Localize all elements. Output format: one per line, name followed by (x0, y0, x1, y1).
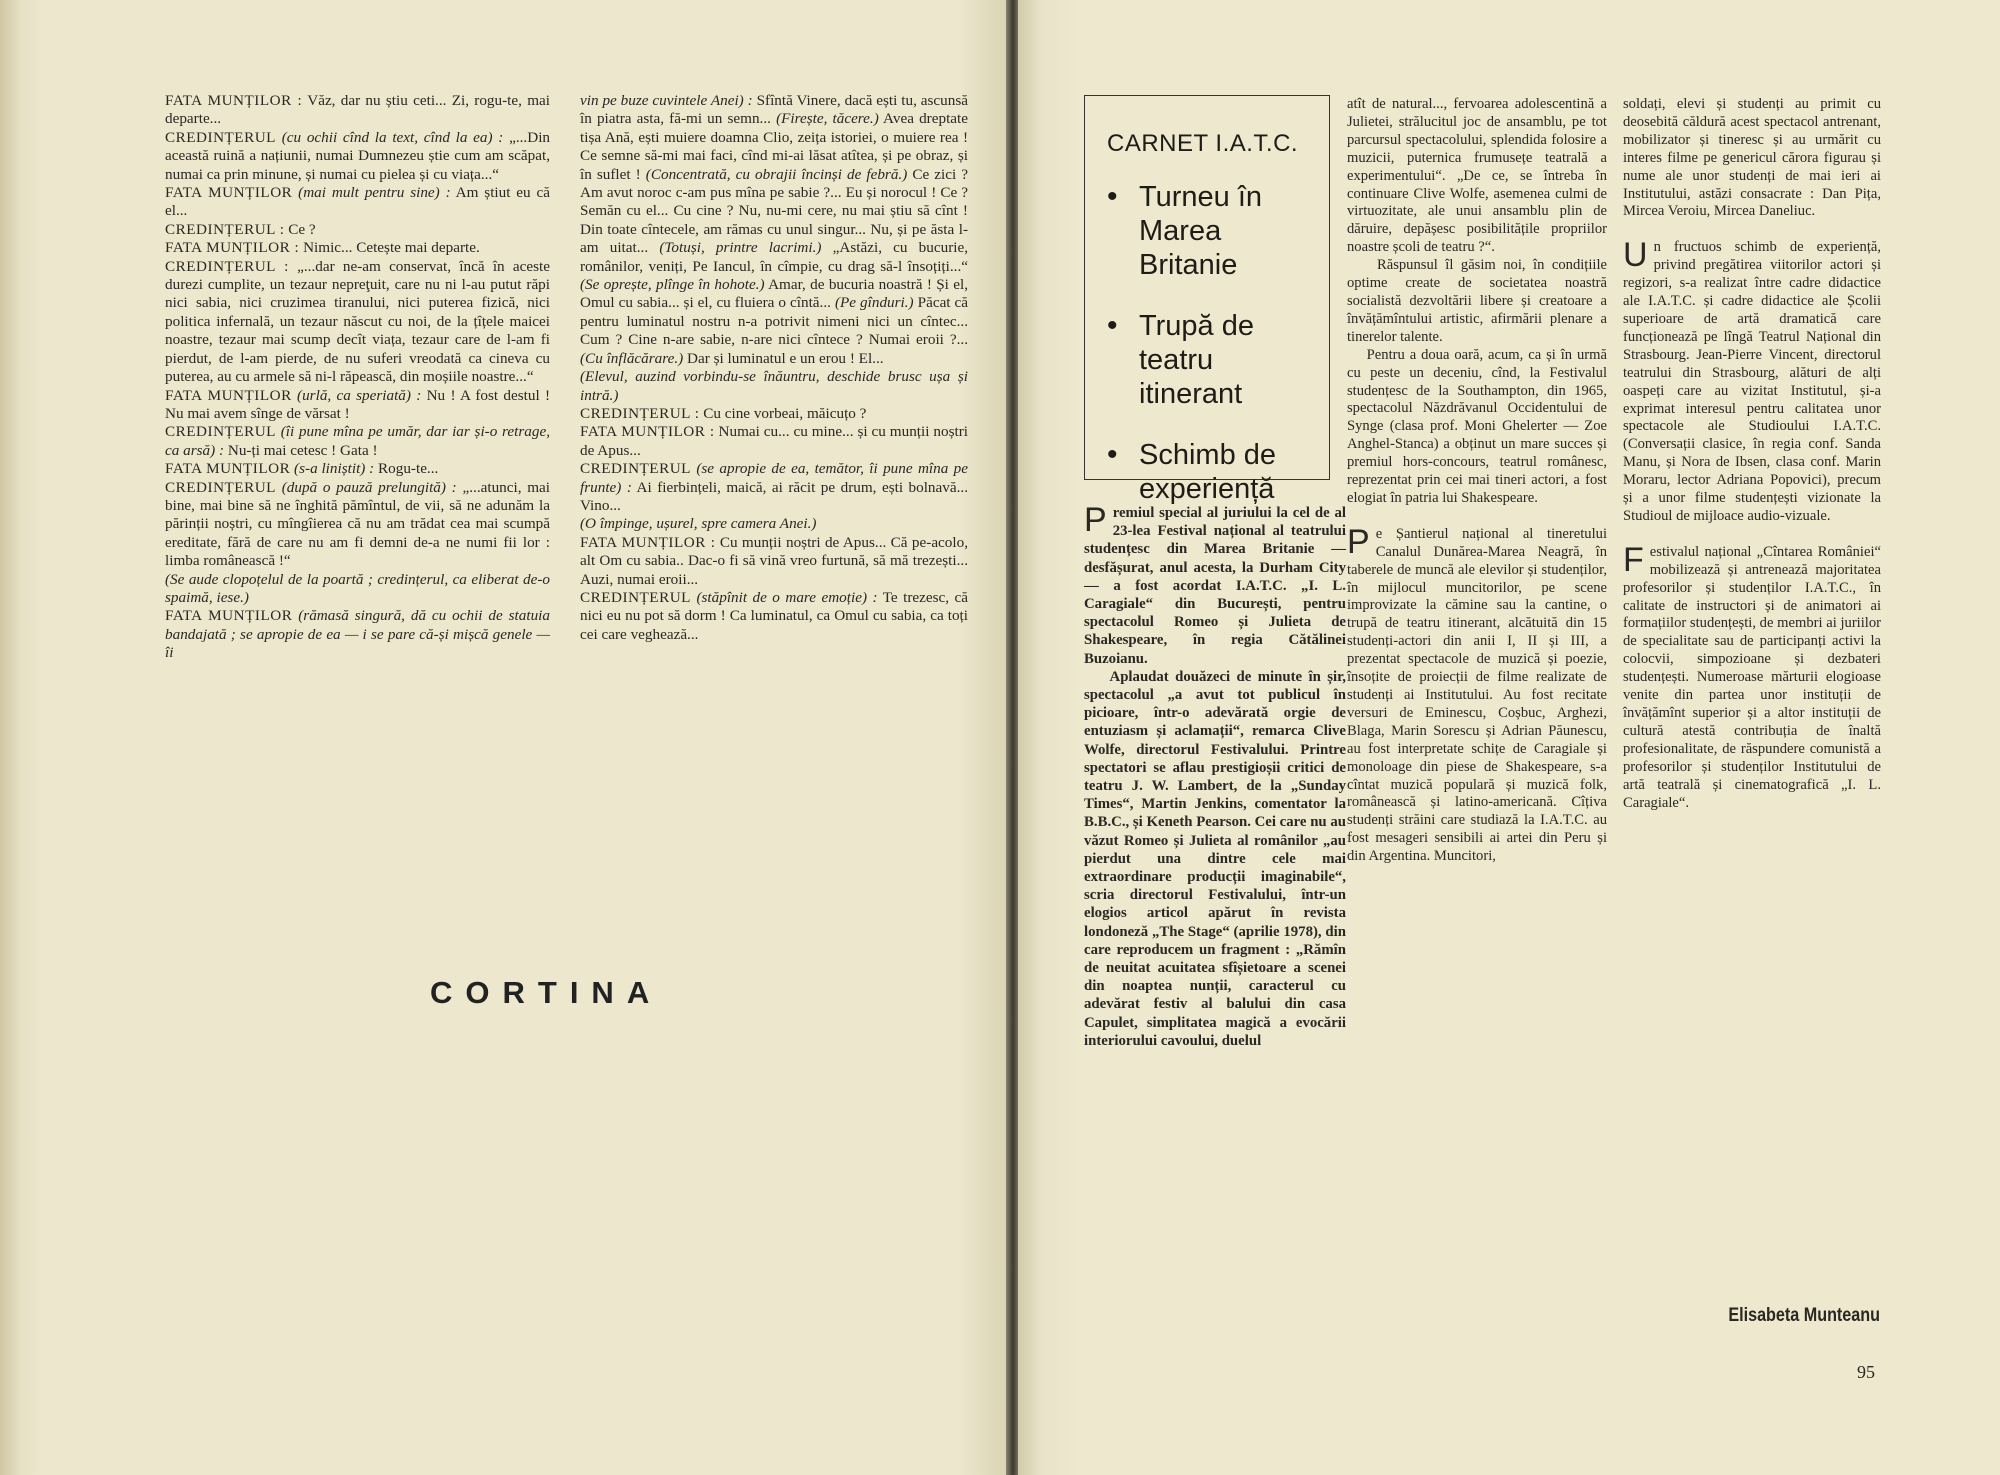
author-signature: Elisabeta Munteanu (1728, 1305, 1880, 1326)
dialogue-line: FATA MUNȚILOR : Văz, dar nu știu ceti... Zi, rogu-te, mai departe... (165, 92, 550, 128)
dialogue-line: FATA MUNȚILOR : Nimic... Cetește mai departe. (165, 239, 480, 257)
carnet-item: • Trupă de teatru itinerant (1107, 309, 1311, 411)
dialogue-line: CREDINȚERUL : Ce ? (165, 220, 316, 238)
dialogue-line: vin pe buze cuvintele Anei) : Sfîntă Vinere, dacă ești tu, ascunsă în piatra asta, fă-mi un semn... (Firește, tăcere.) Avea dreptate tișa Ană, ești muiere doamna Clio, zeița istoriei, o muiere rea ! Ce semne să-mi mai faci, cînd mi-ai lăsat atîtea, și pe obraz, și în suflet ! (Concentrată, cu obrajii încinși de febră.) Ce zici ? Am avut noroc c-am pus mîna pe sabie ?... Eu și norocul ! Ce ? Semăn cu el... Cu cine ? Nu, nu-mi cere, nu mai știu să cînt ! Din toate cîntecele, am rămas cu unul singur... Nu, și pe ăsta l-am uitat... (Totuși, printre lacrimi.) „Astăzi, cu bucurie, românilor, veniți, Pe Iancul, în cîmpie, cu drag să-l însoțiți...“ (Se oprește, plînge în hohote.) Amar, de bucuria noastră ! Și el, Omul cu sabia... și el, cu fluiera o cîntă... (Pe gînduri.) Păcat că pentru luminatul nostru n-a potrivit nimeni nici un cîntec... Cum ? Cine n-are sabie, n-are nici cîntece ? Numai eroii ?... (Cu înflăcărare.) Dar și luminatul e un erou ! El... (580, 92, 969, 367)
article-paragraph: soldați, elevi și studenți au primit cu deosebită căldură acest spectacol antrenant, mobilizator și tineresc și au urmărit cu interes filme pe genericul cărora figurau și nume ale unor studenți de mai ieri ai Institutului, astăzi consacrate : Dan Pița, Mircea Veroiu, Mircea Daneliuc. (1623, 96, 1881, 220)
dialogue-line: CREDINȚERUL : Cu cine vorbeai, măicuțo ? (580, 404, 867, 422)
drop-cap: F (1623, 540, 1644, 579)
article-paragraph: Un fructuos schimb de experiență, privind pregătirea viitorilor actori și regizori, s-a realizat între cadre didactice ale I.A.T.C. și cadre didactice ale Școlii superioare de artă dramatică care funcționează pe lîngă Teatrul Național din Strasbourg. Jean-Pierre Vincent, directorul teatrului din Strasbourg, alături de alți oaspeți care au vizitat Institutul, și-a exprimat interesul pentru calitatea unor spectacole ale Studioului I.A.T.C. (Conversații clasice, în regia conf. Sanda Manu, și Nora de Ibsen, clasa conf. Marin Moraru, lector Adriana Popovici), precum și a unor filme studențești vizionate la Studioul de mijloace audio-vizuale. (1623, 236, 1881, 524)
carnet-item: • Turneu în Marea Britanie (1107, 180, 1311, 282)
dialogue-line: CREDINȚERUL : „...dar ne-am conservat, încă în aceste durezi cumplite, un tezaur nepreţuit, care nu ni l-au putut răpi nici sabia, nici cruzimea tiranului, nici puterea fizică, nici politica infernală, un tezaur născut cu noi, de la țîțele maicei noastre, tezaur mai scump decît viața, tezaur care de l-am fi pierdut, de l-am pierde, de nu suferi vreodată ca cineva cu puterea, au cu armele să ni-l răpească, din moșiile noastre...“ (165, 257, 550, 386)
dialogue-line: FATA MUNȚILOR : Cu munții noștri de Apus... Că pe-acolo, alt Om cu sabia.. Dac-o fi să vină vreo furtună, să mă trezești... Auzi, numai eroii... (580, 533, 968, 588)
article-paragraph: Premiul special al juriului la cel de al 23-lea Festival național al teatrului studențesc din Marea Britanie — desfășurat, anul acesta, la Durham City — a fost acordat I.A.T.C. „I. L. Caragiale“ din București, pentru spectacolul Romeo și Julieta de Shakespeare, în regia Cătălinei Buzoianu. (1084, 501, 1346, 667)
cortina-heading: CORTINA (430, 975, 663, 1010)
article-column-1 (1084, 501, 1346, 1050)
dialogue-line: FATA MUNȚILOR (s-a liniștit) : Rogu-te... (165, 460, 439, 478)
article-paragraph: Aplaudat douăzeci de minute în șir, spectacolul „a avut tot publicul în picioare, într-o adevărată orgie de entuziasm și aclamații“, remarca Clive Wolfe, directorul Festivalului. Printre spectatori se aflau prestigioșii critici de teatru J. W. Lambert, de la „Sunday Times“, Martin Jenkins, comentator la B.B.C., și Keneth Pearson. Cei care nu au văzut Romeo și Julieta al românilor „au pierdut una dintre cele mai extraordinare producții imaginabile“, scria directorul Festivalului, într-un elogios articol apărut în revista londoneză „The Stage“ (aprilie 1978), din care reproducem un fragment : „Rămîn de neuitat acuitatea sfîșietoare a scenei din noaptea nunții, caracterul cu adevărat festiv al balului din casa Capulet, simplitatea magică a evocării interiorului cavoului, duelul (1084, 668, 1346, 1049)
dialogue-line: CREDINȚERUL (după o pauză prelungită) : „...atunci, mai bine, mai bine să ne înghită pămîntul, de vii, să ne adunăm la părinții noștri, cu mîngîierea că nu am trădat cea mai scumpă ereditate, fără de care nu am fi demni de-a ne numi fii lor : limba românească !“ (165, 478, 551, 570)
article-paragraph: Pe Șantierul național al tineretului Canalul Dunărea-Marea Neagră, în taberele de muncă ale elevilor și studenților, în mijlocul muncitorilor, pe scene improvizate la cămine sau la cantine, o trupă de teatru itinerant, alcătuită din 15 studenți-actori din anii I, II și III, a prezentat spectacole de muzică și poezie, însoțite de proiecții de filme realizate de studenți ai Institutului. Au fost recitate versuri de Eminescu, Coșbuc, Arghezi, Blaga, Marin Sorescu și Adrian Păunescu, au fost interpretate schițe de Caragiale și monoloage din piese de Shakespeare, s-a cîntat muzică populară și muzică folk, românească și latino-americană. Cîțiva studenți străini care studiază la I.A.T.C. au fost mesageri sensibili ai artei din Peru și din Argentina. Muncitori, (1347, 522, 1607, 865)
carnet-box (1084, 95, 1330, 505)
dialogue-column-1 (165, 92, 550, 663)
dialogue-column-2 (580, 92, 968, 644)
drop-cap: P (1084, 501, 1107, 539)
drop-cap: P (1347, 522, 1370, 561)
dialogue-line: FATA MUNȚILOR : Numai cu... cu mine... și cu munții noștri de Apus... (580, 423, 969, 459)
article-paragraph: Răspunsul îl găsim noi, în condițiile optime create de societatea noastră socialistă dezvoltării libere și creatoare a învățămîntului artistic, afirmării plenare a tinerelor talente. (1347, 257, 1608, 345)
carnet-list (1107, 180, 1311, 506)
dialogue-line: CREDINȚERUL (îi pune mîna pe umăr, dar iar și-o retrage, ca arsă) : Nu-ți mai cetesc ! Gata ! (165, 423, 551, 459)
drop-cap: U (1623, 236, 1648, 275)
dialogue-line: CREDINȚERUL (stăpînit de o mare emoție) : Te trezesc, că nici eu nu pot să dorm ! Ca luminatul, ca Omul cu sabia, ca toți cei care veghează... (580, 588, 968, 643)
carnet-title: CARNET I.A.T.C. (1107, 130, 1299, 157)
stage-direction: (Elevul, auzind vorbindu-se înăuntru, deschide brusc ușa și intră.) (580, 368, 968, 404)
article-paragraph: atît de natural..., fervoarea adolescentină a Julietei, strălucitul joc de ansamblu, pe tot parcursul spectacolului, splendida folosire a muzicii, puternica frumusețe teatrală a experimentului“. „De ce, se întreba în continuare Clive Wolfe, asemenea culmi de virtuozitate, ale unui ansamblu plin de dăruire, depășesc posibilitățile propriilor noastre școli de teatru ?“. (1347, 96, 1607, 256)
dialogue-line: FATA MUNȚILOR (rămasă singură, dă cu ochii de statuia bandajată ; se apropie de ea — i se pare că-și mișcă genele — îi (165, 607, 550, 662)
article-column-2 (1347, 96, 1607, 866)
stage-direction: (O împinge, ușurel, spre camera Anei.) (580, 515, 817, 533)
page-number: 95 (1857, 1362, 1875, 1382)
article-column-3 (1623, 96, 1881, 812)
article-paragraph: Festivalul național „Cîntarea României“ mobilizează și antrenează majoritatea profesorilor și studenților I.A.T.C., în calitate de instructori și de animatori ai formațiilor studențești, de membri ai juriilor de specialitate sau de participanți activi la colocvii, simpozioane și dezbateri studențești. Numeroase mărturii elogioase venite din partea unor instituții de învățămînt superior și a altor instituții de cultură atestă contribuția de înaltă profesionalitate, de răspundere comunistă a profesorilor și studenților Institutului de artă teatrală și cinematografică „I. L. Caragiale“. (1623, 540, 1881, 811)
stage-direction: (Se aude clopoțelul de la poartă ; credințerul, ca eliberat de-o spaimă, iese.) (165, 570, 550, 606)
dialogue-line: FATA MUNȚILOR (urlă, ca speriată) : Nu ! A fost destul ! Nu mai avem sînge de vărsat ! (165, 386, 551, 422)
article-paragraph: Pentru a doua oară, acum, ca și în urmă cu peste un deceniu, cînd, la Festivalul studențesc de la Southampton, din 1965, spectacolul Năzdrăvanul Occidentului de Synge (clasa prof. Moni Ghelerter — Zoe Anghel-Stanca) a obținut un mare succes și premiul hors-concours, teatrul românesc, reprezentat prin cei mai tineri actori, a fost elogiat în patria lui Shakespeare. (1347, 346, 1607, 506)
dialogue-line: CREDINȚERUL (cu ochii cînd la text, cînd la ea) : „...Din această ruină a națiunii, numai Dumnezeu știe cum am scăpat, numai ca prin minune, și numai cu pielea și cu viața...“ (165, 128, 551, 183)
dialogue-line: CREDINȚERUL (se apropie de ea, temător, îi pune mîna pe frunte) : Ai fierbințeli, maică, ai răcit pe drum, ești bolnavă... Vino... (580, 460, 969, 514)
carnet-item: • Schimb de experiență (1107, 438, 1311, 506)
dialogue-line: FATA MUNȚILOR (mai mult pentru sine) : Am știut eu că el... (165, 184, 550, 220)
